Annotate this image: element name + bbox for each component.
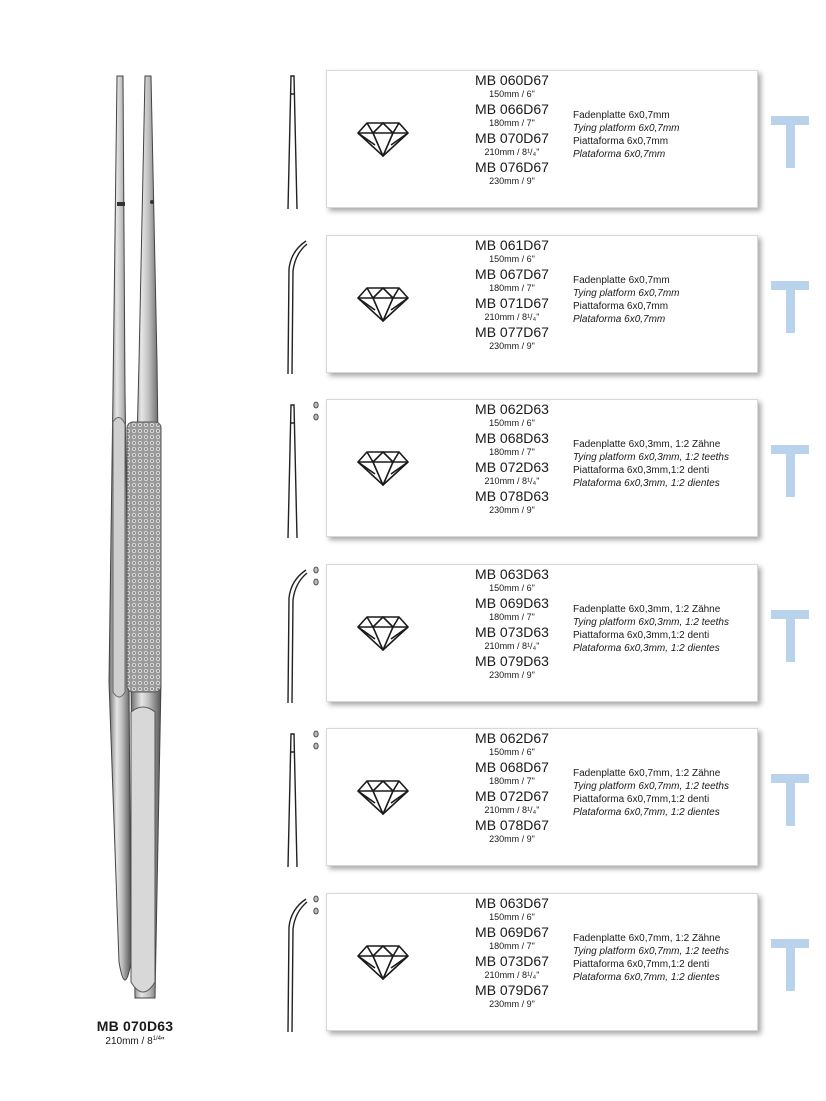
model-item [437,237,587,265]
t-handle-icon [771,116,809,168]
model-size: 180mm / 7" [489,283,535,293]
model-size: 230mm / 9" [489,341,535,351]
model-size: 230mm / 9" [489,834,535,844]
model-code: MB 068D63 [475,430,549,446]
model-code: MB 072D67 [475,788,549,804]
desc-english: Tying platform 6x0,3mm, 1:2 teeths [573,452,729,463]
model-size: 230mm / 9" [489,505,535,515]
model-item [437,324,587,352]
desc-spanish: Plataforma 6x0,7mm [573,314,666,325]
product-card [326,235,758,373]
model-size: 230mm / 9" [489,670,535,680]
model-item [437,595,587,623]
model-code: MB 078D63 [475,488,549,504]
model-code: MB 066D67 [475,101,549,117]
desc-german: Fadenplatte 6x0,7mm [573,110,670,121]
model-item [437,130,587,158]
desc-italian: Piattaforma 6x0,7mm,1:2 denti [573,959,710,970]
hero-size-main: 210mm / 8 [105,1036,153,1047]
model-item [437,72,587,100]
model-item [437,895,587,923]
t-handle-icon [771,939,809,991]
model-code: MB 069D67 [475,924,549,940]
model-size: 210mm / 8¹/₄" [484,476,540,486]
desc-english: Tying platform 6x0,7mm [573,288,680,299]
forceps-tip-icon [276,558,326,708]
model-list [437,400,587,516]
desc-italian: Piattaforma 6x0,7mm [573,136,669,147]
model-size: 230mm / 9" [489,176,535,186]
model-code: MB 069D63 [475,595,549,611]
desc-italian: Piattaforma 6x0,3mm,1:2 denti [573,465,710,476]
model-size: 180mm / 7" [489,776,535,786]
desc-italian: Piattaforma 6x0,3mm,1:2 denti [573,630,710,641]
forceps-tip-icon [276,887,326,1037]
t-handle-icon [771,774,809,826]
forceps-tip-icon [276,393,326,543]
model-item [437,788,587,816]
diamond-icon [357,944,409,980]
product-row [0,887,826,1037]
desc-spanish: Plataforma 6x0,7mm, 1:2 dientes [573,807,720,818]
forceps-tip-icon [276,229,326,379]
model-item [437,653,587,681]
forceps-tip-icon [276,64,326,214]
model-code: MB 079D67 [475,982,549,998]
model-code: MB 063D67 [475,895,549,911]
product-description [573,603,763,655]
model-list [437,729,587,845]
product-card [326,564,758,702]
product-row [0,722,826,872]
t-handle-icon [771,445,809,497]
product-description [573,438,763,490]
desc-german: Fadenplatte 6x0,3mm, 1:2 Zähne [573,604,721,615]
product-card [326,893,758,1031]
desc-spanish: Plataforma 6x0,7mm [573,149,666,160]
model-item [437,566,587,594]
diamond-icon [357,121,409,157]
desc-spanish: Plataforma 6x0,7mm, 1:2 dientes [573,972,720,983]
product-row [0,64,826,214]
model-size: 150mm / 6" [489,418,535,428]
model-code: MB 073D67 [475,953,549,969]
diamond-icon [357,286,409,322]
desc-german: Fadenplatte 6x0,7mm, 1:2 Zähne [573,933,721,944]
model-code: MB 062D67 [475,730,549,746]
desc-spanish: Plataforma 6x0,3mm, 1:2 dientes [573,643,720,654]
model-code: MB 061D67 [475,237,549,253]
model-size: 180mm / 7" [489,941,535,951]
model-item [437,953,587,981]
model-code: MB 073D63 [475,624,549,640]
model-code: MB 072D63 [475,459,549,475]
hero-code: MB 070D63 [96,1018,174,1034]
model-item [437,266,587,294]
model-size: 210mm / 8¹/₄" [484,641,540,651]
product-row [0,229,826,379]
model-size: 210mm / 8¹/₄" [484,970,540,980]
diamond-icon [357,450,409,486]
model-code: MB 076D67 [475,159,549,175]
model-item [437,817,587,845]
diamond-icon [357,779,409,815]
model-item [437,624,587,652]
model-size: 230mm / 9" [489,999,535,1009]
model-size: 180mm / 7" [489,447,535,457]
model-item [437,982,587,1010]
model-list [437,236,587,352]
model-item [437,730,587,758]
model-size: 150mm / 6" [489,254,535,264]
hero-size-frac: 1/4 [152,1036,162,1042]
model-item [437,924,587,952]
model-size: 180mm / 7" [489,612,535,622]
desc-english: Tying platform 6x0,7mm [573,123,680,134]
model-code: MB 068D67 [475,759,549,775]
product-description [573,109,763,161]
model-size: 150mm / 6" [489,89,535,99]
desc-german: Fadenplatte 6x0,7mm [573,275,670,286]
model-list [437,71,587,187]
product-card [326,728,758,866]
model-size: 180mm / 7" [489,118,535,128]
model-code: MB 079D63 [475,653,549,669]
model-list [437,894,587,1010]
model-size: 210mm / 8¹/₄" [484,312,540,322]
model-code: MB 070D67 [475,130,549,146]
model-item [437,759,587,787]
product-card [326,399,758,537]
model-item [437,488,587,516]
desc-english: Tying platform 6x0,3mm, 1:2 teeths [573,617,729,628]
model-code: MB 062D63 [475,401,549,417]
product-row [0,558,826,708]
desc-italian: Piattaforma 6x0,7mm,1:2 denti [573,794,710,805]
model-code: MB 071D67 [475,295,549,311]
model-size: 150mm / 6" [489,583,535,593]
product-description [573,767,763,819]
diamond-icon [357,615,409,651]
model-item [437,459,587,487]
desc-english: Tying platform 6x0,7mm, 1:2 teeths [573,946,729,957]
desc-english: Tying platform 6x0,7mm, 1:2 teeths [573,781,729,792]
model-size: 150mm / 6" [489,747,535,757]
product-description [573,932,763,984]
model-code: MB 077D67 [475,324,549,340]
model-code: MB 060D67 [475,72,549,88]
product-row [0,393,826,543]
product-description [573,274,763,326]
t-handle-icon [771,610,809,662]
model-list [437,565,587,681]
model-item [437,159,587,187]
model-code: MB 078D67 [475,817,549,833]
model-code: MB 063D63 [475,566,549,582]
desc-spanish: Plataforma 6x0,3mm, 1:2 dientes [573,478,720,489]
model-size: 210mm / 8¹/₄" [484,147,540,157]
model-size: 150mm / 6" [489,912,535,922]
desc-german: Fadenplatte 6x0,7mm, 1:2 Zähne [573,768,721,779]
model-size: 210mm / 8¹/₄" [484,805,540,815]
model-code: MB 067D67 [475,266,549,282]
model-item [437,401,587,429]
model-item [437,295,587,323]
desc-german: Fadenplatte 6x0,3mm, 1:2 Zähne [573,439,721,450]
hero-size-tail: " [161,1036,165,1047]
hero-size [60,1036,210,1047]
desc-italian: Piattaforma 6x0,7mm [573,301,669,312]
model-item [437,430,587,458]
product-card [326,70,758,208]
t-handle-icon [771,281,809,333]
model-item [437,101,587,129]
forceps-tip-icon [276,722,326,872]
